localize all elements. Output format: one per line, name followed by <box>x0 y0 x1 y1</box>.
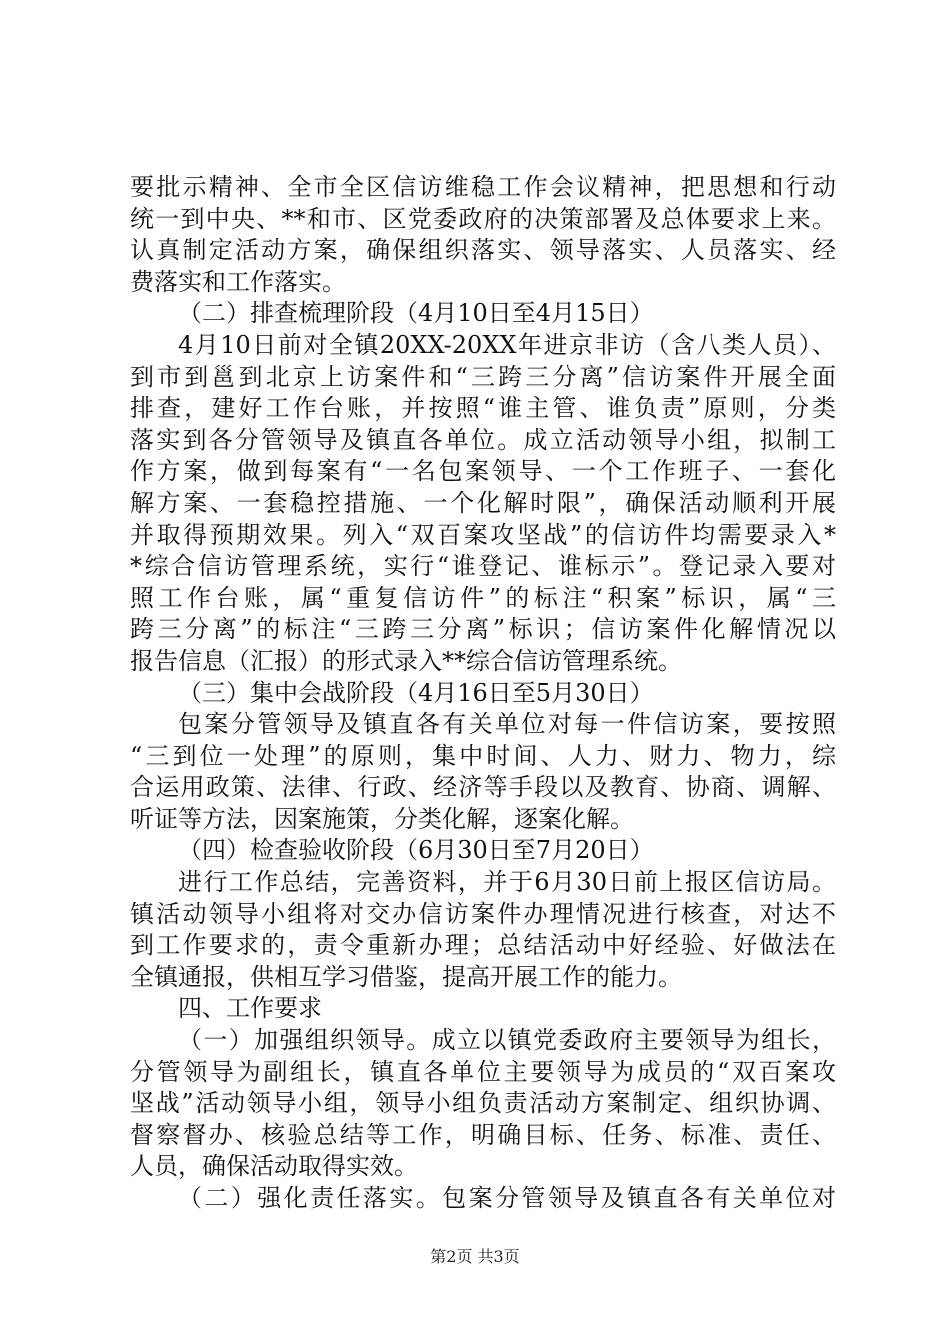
text-line: 合运用政策、法律、行政、经济等手段以及教育、协商、调解、 <box>130 773 836 802</box>
text-line: 镇活动领导小组将对交办信访案件办理情况进行核查，对达不 <box>130 899 836 928</box>
text-line: 解方案、一套稳控措施、一个化解时限”，确保活动顺利开展 <box>130 488 836 517</box>
text-line: （一）加强组织领导。成立以镇党委政府主要领导为组长， <box>178 1026 836 1055</box>
text-line: 跨三分离”的标注“三跨三分离”标识；信访案件化解情况以 <box>130 615 836 644</box>
page-number-label: 第2页 共3页 <box>430 1247 520 1266</box>
text-line: 听证等方法，因案施策，分类化解，逐案化解。 <box>130 804 634 833</box>
text-line: 督察督办、核验总结等工作，明确目标、任务、标准、责任、 <box>130 1120 836 1149</box>
text-line: 排查，建好工作台账，并按照“谁主管、谁负责”原则，分类 <box>130 394 836 423</box>
text-line: 全镇通报，供相互学习借鉴，提高开展工作的能力。 <box>130 962 682 991</box>
text-line: 到工作要求的，责令重新办理；总结活动中好经验、好做法在 <box>130 931 836 960</box>
text-line: 四、工作要求 <box>178 994 322 1023</box>
text-line: “三到位一处理”的原则，集中时间、人力、财力、物力，综 <box>130 741 836 770</box>
text-line: 进行工作总结，完善资料，并于6月30日前上报区信访局。 <box>178 868 836 897</box>
text-line: （二）强化责任落实。包案分管领导及镇直各有关单位对 <box>178 1184 836 1212</box>
text-line: 作方案，做到每案有“一名包案领导、一个工作班子、一套化 <box>130 457 836 486</box>
text-line: 包案分管领导及镇直各有关单位对每一件信访案，要按照 <box>178 710 836 739</box>
text-line: 坚战”活动领导小组，领导小组负责活动方案制定、组织协调、 <box>130 1089 836 1118</box>
text-line: 统一到中央、**和市、区党委政府的决策部署及总体要求上来。 <box>130 204 836 233</box>
text-line: （四）检查验收阶段（6月30日至7月20日） <box>178 836 654 865</box>
text-line: 分管领导为副组长，镇直各单位主要领导为成员的“双百案攻 <box>130 1057 836 1086</box>
text-line: 到市到邕到北京上访案件和“三跨三分离”信访案件开展全面 <box>130 362 836 391</box>
text-line: 4月10日前对全镇20XX-20XX年进京非访（含八类人员）、 <box>178 330 836 359</box>
text-line: 要批示精神、全市全区信访维稳工作会议精神，把思想和行动 <box>130 173 836 201</box>
text-line: 并取得预期效果。列入“双百案攻坚战”的信访件均需要录入* <box>130 520 836 549</box>
document-body <box>130 172 836 1215</box>
text-line: 报告信息（汇报）的形式录入**综合信访管理系统。 <box>130 646 682 675</box>
page-footer <box>0 1244 950 1267</box>
text-line: 人员，确保活动取得实效。 <box>130 1152 418 1181</box>
text-line: 落实到各分管领导及镇直各单位。成立活动领导小组，拟制工 <box>130 425 836 454</box>
text-line: *综合信访管理系统，实行“谁登记、谁标示”。登记录入要对 <box>130 552 836 581</box>
text-line: 照工作台账，属“重复信访件”的标注“积案”标识，属“三 <box>130 583 836 612</box>
text-line: 费落实和工作落实。 <box>130 267 346 296</box>
text-line: 认真制定活动方案，确保组织落实、领导落实、人员落实、经 <box>130 236 836 265</box>
text-line: （三）集中会战阶段（4月16日至5月30日） <box>178 678 654 707</box>
text-line: （二）排查梳理阶段（4月10日至4月15日） <box>178 299 654 328</box>
